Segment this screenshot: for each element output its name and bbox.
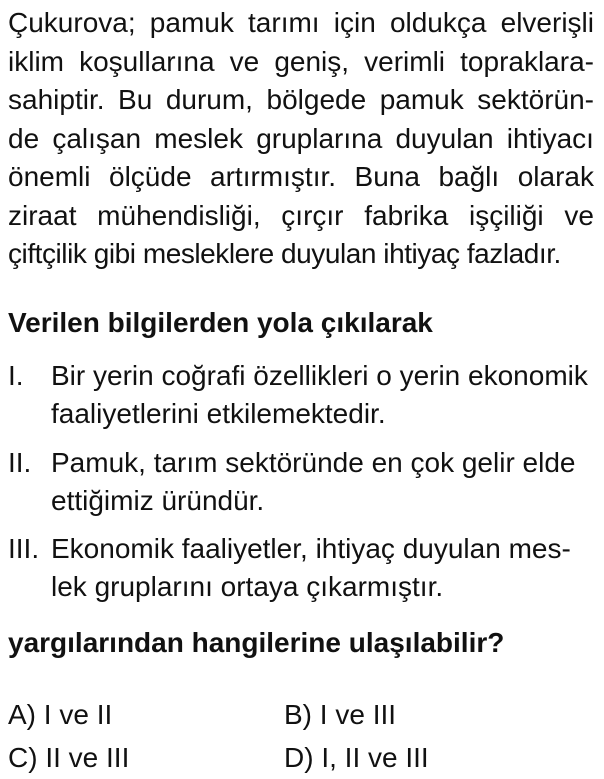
word: durum, <box>165 84 253 115</box>
statement-text <box>51 444 594 520</box>
word: gruplarına <box>256 122 383 154</box>
word: mühendisliği, <box>97 199 261 231</box>
statement-number: I. <box>8 360 24 391</box>
passage-line-last <box>8 235 594 274</box>
word: önemli <box>8 161 91 192</box>
statement-number: II. <box>8 447 32 478</box>
statement-line: faaliyetlerini etkilemektedir. <box>51 398 386 429</box>
option-b[interactable]: B) I ve III <box>284 699 397 730</box>
passage <box>8 4 594 274</box>
word: geniş, <box>274 45 350 77</box>
word: sektörün- <box>477 84 594 115</box>
statement-text <box>51 530 594 606</box>
word: Çukurova; <box>8 7 136 38</box>
statement-number: III. <box>8 533 40 564</box>
word: elverişli <box>500 7 594 38</box>
statement-line: Pamuk, tarım sektöründe en çok gelir elde <box>51 447 576 478</box>
passage-line <box>8 81 594 120</box>
word: tarımı <box>248 7 320 38</box>
word: koşullarına <box>79 45 215 77</box>
statement-text <box>51 357 594 433</box>
question-prompt: Verilen bilgilerden yola çıkılarak <box>8 307 433 338</box>
word: çırçır <box>281 199 344 231</box>
word: meslek <box>154 122 243 154</box>
passage-last-text: çiftçilik gibi mesleklere duyulan ihtiyaç fazladır. <box>8 238 561 269</box>
statement-3 <box>8 530 594 606</box>
word: bölgede <box>266 84 367 115</box>
word: de <box>8 122 40 154</box>
word: Bu <box>118 84 153 115</box>
option-d[interactable]: D) I, II ve III <box>284 742 429 773</box>
statement-line: ettiğimiz üründür. <box>51 485 265 516</box>
word: ve <box>229 45 260 77</box>
passage-line <box>8 197 594 236</box>
word: topraklara- <box>460 45 594 77</box>
passage-line <box>8 4 594 43</box>
word: çalışan <box>52 122 142 154</box>
word: artırmıştır. <box>210 161 337 192</box>
word: ve <box>564 199 594 231</box>
option-c[interactable]: C) II ve III <box>8 742 130 773</box>
word: bağlı <box>438 161 500 192</box>
word: ihtiyacı <box>506 122 594 154</box>
passage-line <box>8 158 594 197</box>
option-a[interactable]: A) I ve II <box>8 699 113 730</box>
passage-line <box>8 120 594 159</box>
statement-line: Bir yerin coğrafi özellikleri o yerin ekonomik <box>51 360 588 391</box>
word: sahiptir. <box>8 84 105 115</box>
word: verimli <box>364 45 446 77</box>
statement-2 <box>8 444 594 520</box>
word: ölçüde <box>109 161 192 192</box>
word: iklim <box>8 45 64 77</box>
word: işçiliği <box>468 199 544 231</box>
word: pamuk <box>379 84 464 115</box>
word: ziraat <box>8 199 77 231</box>
statement-line: lek gruplarını ortaya çıkarmıştır. <box>51 571 444 602</box>
word: duyulan <box>395 122 494 154</box>
statement-1 <box>8 357 594 433</box>
statement-line: Ekonomik faaliyetler, ihtiyaç duyulan mes- <box>51 533 571 564</box>
word: fabrika <box>364 199 449 231</box>
word: pamuk <box>149 7 234 38</box>
question-text: yargılarından hangilerine ulaşılabilir? <box>8 627 505 658</box>
word: oldukça <box>389 7 487 38</box>
passage-line <box>8 43 594 82</box>
word: için <box>333 7 376 38</box>
word: olarak <box>517 161 594 192</box>
word: Buna <box>354 161 420 192</box>
